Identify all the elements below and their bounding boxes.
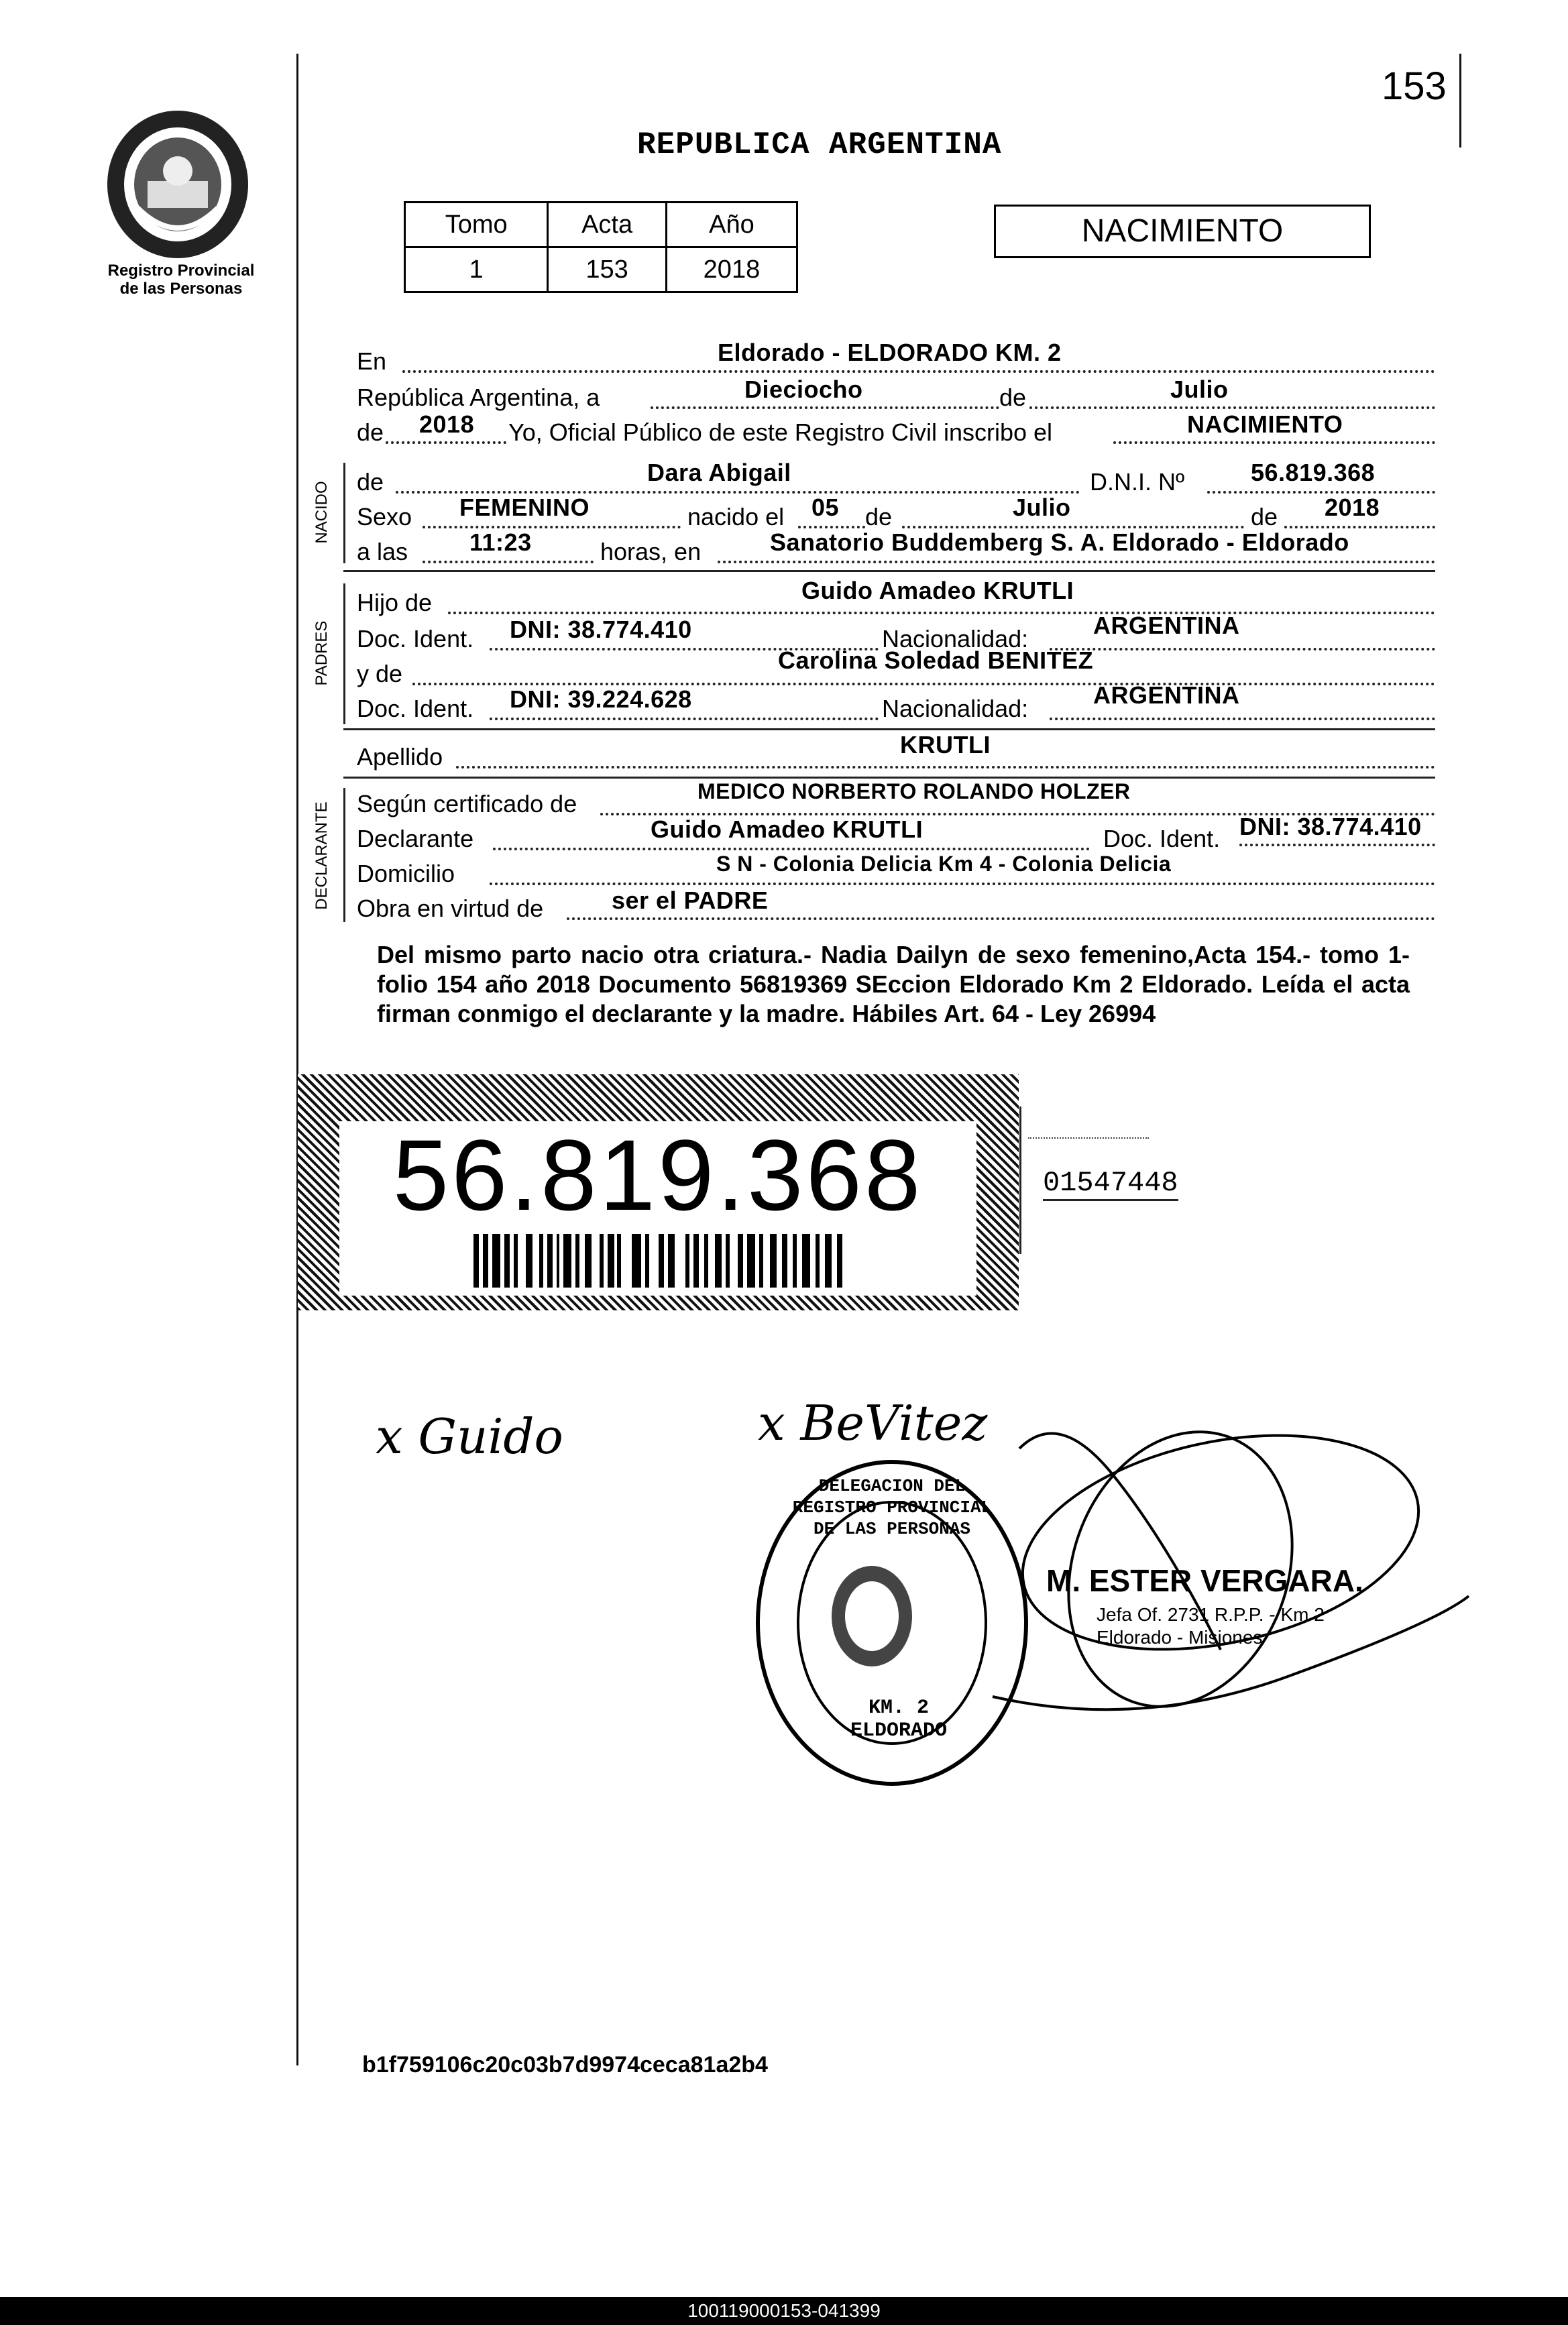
label-hijo-de: Hijo de — [357, 589, 433, 616]
padres-bar — [343, 583, 345, 724]
label-nacionalidad-2: Nacionalidad: — [882, 695, 1029, 722]
label-segun: Según certificado de — [357, 790, 577, 817]
official-line1: Jefa Of. 2731 R.P.P. - Km 2 — [1097, 1604, 1325, 1625]
label-declarante: Declarante — [357, 825, 474, 852]
label-yo: Yo, Oficial Público de este Registro Civil inscribo el — [508, 418, 1053, 446]
label-doc-ident-1: Doc. Ident. — [357, 625, 474, 653]
country-title: REPUBLICA ARGENTINA — [637, 127, 1002, 162]
dotline-lugar-nac — [718, 561, 1435, 563]
record-table — [404, 201, 798, 293]
value-nombre: Dara Abigail — [647, 459, 791, 486]
value-dia: Dieciocho — [744, 376, 863, 403]
document-hash: b1f759106c20c03b7d9974ceca81a2b4 — [362, 2052, 768, 2078]
dni-banner-frame — [298, 1074, 1019, 1310]
dotline-padre-nac — [1050, 648, 1435, 650]
value-padre-doc: DNI: 38.774.410 — [510, 616, 692, 643]
footer-bar: 100119000153-041399 — [0, 2297, 1568, 2325]
value-lugar: Eldorado - ELDORADO KM. 2 — [718, 339, 1062, 366]
header-acta: Acta — [548, 203, 667, 247]
dotline-dia — [651, 406, 999, 409]
nacido-bar — [343, 463, 345, 563]
dotline-madre-nac — [1050, 718, 1435, 720]
left-margin-line — [296, 54, 298, 2065]
label-dni: D.N.I. Nº — [1090, 468, 1185, 496]
side-label-nacido: NACIDO — [313, 481, 331, 544]
misiones-seal-icon — [101, 107, 255, 262]
dotline-madre-doc — [490, 718, 879, 720]
label-sexo: Sexo — [357, 503, 412, 530]
value-padre: Guido Amadeo KRUTLI — [801, 577, 1074, 604]
value-mes: Julio — [1170, 376, 1229, 403]
right-margin-line — [1459, 54, 1461, 148]
page-number: 153 — [1382, 64, 1447, 108]
value-madre-nac: ARGENTINA — [1093, 681, 1240, 709]
dni-banner-number: 56.819.368 — [392, 1119, 923, 1231]
value-domicilio: S N - Colonia Delicia Km 4 - Colonia Delicia — [716, 852, 1172, 876]
value-anio: 2018 — [419, 410, 475, 438]
label-de-nac-mes: de — [865, 503, 893, 530]
signature-scribble-icon — [939, 1395, 1475, 1744]
official-line2: Eldorado - Misiones — [1097, 1627, 1263, 1648]
dotline-mes — [1029, 406, 1435, 409]
dotline-dni — [1207, 491, 1435, 494]
dni-banner-inner — [339, 1121, 976, 1296]
label-nacido-de: de — [357, 468, 384, 496]
dotline-declarante-doc — [1239, 844, 1435, 846]
separator-3 — [343, 777, 1435, 779]
header-tomo: Tomo — [405, 203, 548, 247]
dotline-hora — [423, 561, 594, 563]
value-acta: 153 — [548, 247, 667, 292]
value-hora: 11:23 — [469, 528, 532, 556]
label-republica: República Argentina, a — [357, 384, 600, 411]
stamp-inner-text: KM. 2 ELDORADO — [850, 1697, 948, 1742]
value-nac-mes: Julio — [1013, 494, 1071, 521]
barcode-icon — [473, 1234, 849, 1288]
serial-rule — [1028, 1137, 1149, 1139]
value-nac-dia: 05 — [811, 494, 840, 521]
label-nacionalidad-1: Nacionalidad: — [882, 625, 1029, 653]
dotline-declarante — [493, 848, 1090, 850]
label-a-las: a las — [357, 538, 408, 565]
dotline-en — [402, 370, 1435, 373]
dotline-obra — [567, 917, 1435, 920]
signature-left: x Guido — [376, 1408, 563, 1465]
label-apellido: Apellido — [357, 743, 443, 771]
separator-1 — [343, 570, 1435, 572]
value-certificado: MEDICO NORBERTO ROLANDO HOLZER — [697, 779, 1131, 803]
label-doc-ident-3: Doc. Ident. — [1103, 825, 1221, 852]
registry-line1: Registro Provincial — [107, 262, 255, 280]
dotline-anio — [386, 441, 506, 444]
dotline-sexo — [423, 526, 681, 528]
label-domicilio: Domicilio — [357, 860, 455, 887]
signature-right: x BeVitez — [758, 1395, 988, 1451]
label-horas-en: horas, en — [600, 538, 702, 565]
provincial-seal — [101, 107, 255, 262]
note-paragraph: Del mismo parto nacio otra criatura.- Nadia Dailyn de sexo femenino,Acta 154.- tomo 1-folio 154 año 2018 Documento 56819369 SEccion Eldorado Km 2 Eldorado. Leída el acta firman conmigo el declarante y la madre. Hábiles Art. 64 - Ley 26994 — [377, 941, 1410, 1027]
separator-2 — [343, 728, 1435, 730]
serial-number: 01547448 — [1043, 1167, 1178, 1201]
value-declarante-doc: DNI: 38.774.410 — [1239, 813, 1422, 840]
official-name: M. ESTER VERGARA. — [1046, 1563, 1363, 1598]
value-declarante: Guido Amadeo KRUTLI — [651, 815, 923, 843]
dotline-apellido — [456, 766, 1435, 769]
value-sexo: FEMENINO — [459, 494, 590, 521]
label-de-anio: de — [357, 418, 384, 446]
value-dni: 56.819.368 — [1251, 459, 1376, 486]
stamp-ring-text: DELEGACION DEL REGISTRO PROVINCIAL DE LAS PERSONAS — [792, 1476, 992, 1539]
value-padre-nac: ARGENTINA — [1093, 612, 1240, 639]
label-obra: Obra en virtud de — [357, 895, 544, 922]
value-apellido: KRUTLI — [900, 731, 991, 758]
label-y-de: y de — [357, 660, 403, 687]
label-en: En — [357, 347, 387, 375]
label-doc-ident-2: Doc. Ident. — [357, 695, 474, 722]
value-obra: ser el PADRE — [612, 887, 769, 914]
value-acto: NACIMIENTO — [1187, 410, 1343, 438]
dotline-domicilio — [490, 883, 1435, 885]
dotline-acto — [1113, 441, 1435, 444]
declarante-bar — [343, 788, 345, 922]
label-de-nac-anio: de — [1251, 503, 1278, 530]
value-madre: Carolina Soledad BENITEZ — [778, 646, 1094, 674]
record-type-box: NACIMIENTO — [994, 205, 1371, 258]
header-anio: Año — [666, 203, 797, 247]
side-label-padres: PADRES — [313, 620, 331, 686]
value-nac-anio: 2018 — [1325, 494, 1380, 521]
value-lugar-nac: Sanatorio Buddemberg S. A. Eldorado - Eldorado — [770, 528, 1349, 556]
value-madre-doc: DNI: 39.224.628 — [510, 685, 692, 713]
registry-line2: de las Personas — [119, 280, 243, 298]
label-nacido-el: nacido el — [687, 503, 785, 530]
value-tomo: 1 — [405, 247, 548, 292]
side-label-declarante: DECLARANTE — [313, 801, 331, 910]
label-de-mes: de — [999, 384, 1027, 411]
serial-box — [1019, 1107, 1178, 1254]
registry-caption — [80, 262, 282, 298]
value-anio: 2018 — [666, 247, 797, 292]
dotline-padre — [448, 612, 1435, 614]
